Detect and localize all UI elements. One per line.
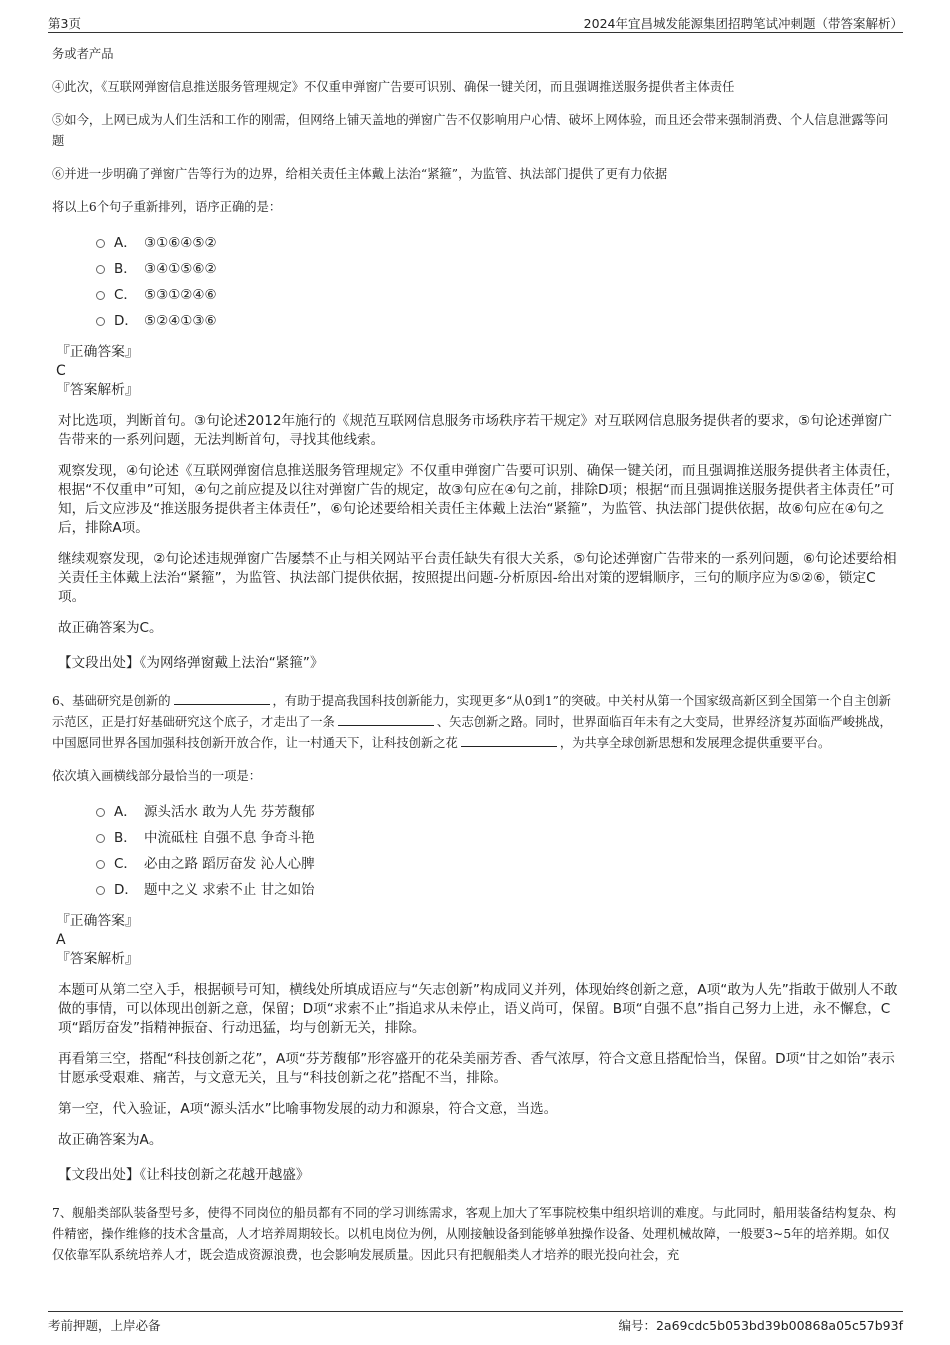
document-code xyxy=(618,1316,903,1334)
option-text: 中流砥柱 自强不息 争奇斗艳 xyxy=(144,830,315,846)
q5-source: 【文段出处】《为网络弹窗戴上法治“紧箍”》 xyxy=(58,655,324,671)
q5-line: ④此次，《互联网弹窗信息推送服务管理规定》不仅重申弹窗广告要可识别、确保一键关闭，而且强调推送服务提供者主体责任 xyxy=(52,80,735,94)
option-key: D． xyxy=(114,313,138,329)
option-key: B． xyxy=(114,830,137,846)
q6-option-c[interactable] xyxy=(96,851,900,877)
q5-analysis-paragraph: 继续观察发现，②句论述违规弹窗广告屡禁不止与相关网站平台责任缺失有很大关系，⑤句论述弹窗广告带来的一系列问题，⑥句论述要给相关责任主体戴上法治“紧箍”，为监管、执法部门提供依据，按照提出问题-分析原因-给出对策的逻辑顺序，三句的顺序应为⑤②⑥，锁定C项。 xyxy=(58,551,897,605)
q6-analysis-paragraph: 本题可从第二空入手，根据顿号可知，横线处所填成语应与“矢志创新”构成同义并列，体现始终创新之意，A项“敢为人先”指敢于做别人不敢做的事情，可以体现出创新之意，保留；D项“求索不止”指追求从未停止，语义尚可，保留。B项“自强不息”指自己努力上进，永不懈怠，C项“蹈厉奋发”指精神振奋、行动迅猛，均与创新无关，排除。 xyxy=(58,982,898,1036)
option-key: C． xyxy=(114,287,137,303)
q6-options xyxy=(96,799,900,903)
q5-analysis-paragraph: 观察发现，④句论述《互联网弹窗信息推送服务管理规定》不仅重申弹窗广告要可识别、确保一键关闭，而且强调推送服务提供者主体责任，根据“不仅重申”可知，④句之前应提及以往对弹窗广告的规定，故③句应在④句之前，排除D项；根据“而且强调推送服务提供者主体责任”可知，后文应涉及“推送服务提供者主体责任”，⑥句论述要给相关责任主体戴上法治“紧箍”，为监管、执法部门提供依据，故⑥句应在④句之后，排除A项。 xyxy=(58,463,900,536)
q5-line: 务或者产品 xyxy=(52,47,114,61)
code-label: 编号： xyxy=(618,1318,656,1333)
q6-stem-part: ，有助于提高我国科技创新能力，实现更多“从0到1”的突破。中关村从第一个国家级高新区到全国第一个自主创新示范区，正是打好基础研究这个底子，才走出了一条 xyxy=(52,694,891,729)
q6-source: 【文段出处】《让科技创新之花越开越盛》 xyxy=(58,1167,310,1183)
footer-slogan: 考前押题，上岸必备 xyxy=(48,1318,161,1333)
q6-analysis-conclusion: 故正确答案为A。 xyxy=(58,1132,163,1148)
code-value: 2a69cdc5b053bd39b00868a05c57b93f xyxy=(655,1318,903,1333)
q6-stem-part: ，为共享全球创新思想和发展理念提供重要平台。 xyxy=(559,736,831,750)
option-text: 必由之路 蹈厉奋发 沁人心脾 xyxy=(144,856,315,872)
q6-analysis-label: 『答案解析』 xyxy=(56,951,139,967)
q6-analysis-paragraph: 第一空，代入验证，A项“源头活水”比喻事物发展的动力和源泉，符合文意，当选。 xyxy=(58,1101,558,1117)
q5-analysis-label: 『答案解析』 xyxy=(56,382,139,398)
radio-icon[interactable] xyxy=(96,834,105,843)
option-key: B． xyxy=(114,261,137,277)
q6-answer: A xyxy=(56,932,66,948)
q6-stem-part: 6、基础研究是创新的 xyxy=(52,694,171,708)
q5-option-a[interactable] xyxy=(96,230,900,256)
q5-options xyxy=(96,230,900,334)
q5-option-c[interactable] xyxy=(96,282,900,308)
q5-analysis-paragraph: 对比选项，判断首句。③句论述2012年施行的《规范互联网信息服务市场秩序若干规定》对互联网信息服务提供者的要求，⑤句论述弹窗广告带来的一系列问题，无法判断首句，寻找其他线索。 xyxy=(58,413,892,448)
option-text: ⑤②④①③⑥ xyxy=(144,313,217,329)
q5-option-d[interactable] xyxy=(96,308,900,334)
q5-prompt: 将以上6个句子重新排列，语序正确的是： xyxy=(52,200,282,214)
q7-stem: 7、舰船类部队装备型号多，使得不同岗位的船员都有不同的学习训练需求，客观上加大了军事院校集中组织培训的难度。与此同时，船用装备结构复杂、构件精密，操作维修的技术含量高，人才培养周期较长。以机电岗位为例，从刚接触设备到能够单独操作设备、处理机械故障，一般要3~5年的培养期。如仅仅依靠军队系统培养人才，既会造成资源浪费，也会影响发展质量。因此只有把舰船类人才培养的眼光投向社会，充 xyxy=(52,1206,897,1262)
q6-option-b[interactable] xyxy=(96,825,900,851)
option-text: ③①⑥④⑤② xyxy=(144,235,217,251)
radio-icon[interactable] xyxy=(96,860,105,869)
option-key: A． xyxy=(114,235,137,251)
option-key: C． xyxy=(114,856,137,872)
radio-icon[interactable] xyxy=(96,886,105,895)
radio-icon[interactable] xyxy=(96,239,105,248)
option-key: D． xyxy=(114,882,138,898)
option-text: ③④①⑤⑥② xyxy=(144,261,217,277)
q5-answer: C xyxy=(56,363,66,379)
q6-analysis-paragraph: 再看第三空，搭配“科技创新之花”，A项“芬芳馥郁”形容盛开的花朵美丽芳香、香气浓厚，符合文意且搭配恰当，保留。D项“甘之如饴”表示甘愿承受艰难、痛苦，与文意无关，且与“科技创新之花”搭配不当，排除。 xyxy=(58,1051,895,1086)
q6-stem xyxy=(52,691,900,754)
q5-analysis-conclusion: 故正确答案为C。 xyxy=(58,620,163,636)
option-text: 源头活水 敢为人先 芬芳馥郁 xyxy=(144,804,315,820)
document-title: 2024年宜昌城发能源集团招聘笔试冲刺题（带答案解析） xyxy=(583,16,903,31)
page-header xyxy=(48,12,903,33)
q5-line: ⑤如今，上网已成为人们生活和工作的刚需，但网络上铺天盖地的弹窗广告不仅影响用户心情、破坏上网体验，而且还会带来强制消费、个人信息泄露等问题 xyxy=(52,113,889,148)
option-text: ⑤③①②④⑥ xyxy=(144,287,217,303)
q6-answer-label: 『正确答案』 xyxy=(56,913,139,929)
q5-option-b[interactable] xyxy=(96,256,900,282)
fill-blank xyxy=(338,713,434,726)
page-number: 第3页 xyxy=(48,16,81,31)
option-key: A． xyxy=(114,804,137,820)
q6-prompt: 依次填入画横线部分最恰当的一项是： xyxy=(52,769,262,783)
radio-icon[interactable] xyxy=(96,808,105,817)
radio-icon[interactable] xyxy=(96,317,105,326)
fill-blank xyxy=(461,734,557,747)
page-footer xyxy=(48,1311,903,1334)
q6-option-a[interactable] xyxy=(96,799,900,825)
radio-icon[interactable] xyxy=(96,291,105,300)
q6-stem-part: 、矢志创新之路。同时，世界面临百年未有之大变局，世界经济复苏面临严峻挑战，中国愿同世界各国加强科技创新开放合作，让一村通天下，让科技创新之花 xyxy=(52,715,892,750)
q6-option-d[interactable] xyxy=(96,877,900,903)
q5-answer-label: 『正确答案』 xyxy=(56,344,139,360)
radio-icon[interactable] xyxy=(96,265,105,274)
page-content xyxy=(52,44,900,1278)
option-text: 题中之义 求索不止 甘之如饴 xyxy=(144,882,315,898)
q5-line: ⑥并进一步明确了弹窗广告等行为的边界，给相关责任主体戴上法治“紧箍”，为监管、执法部门提供了更有力依据 xyxy=(52,167,668,181)
fill-blank xyxy=(174,692,270,705)
